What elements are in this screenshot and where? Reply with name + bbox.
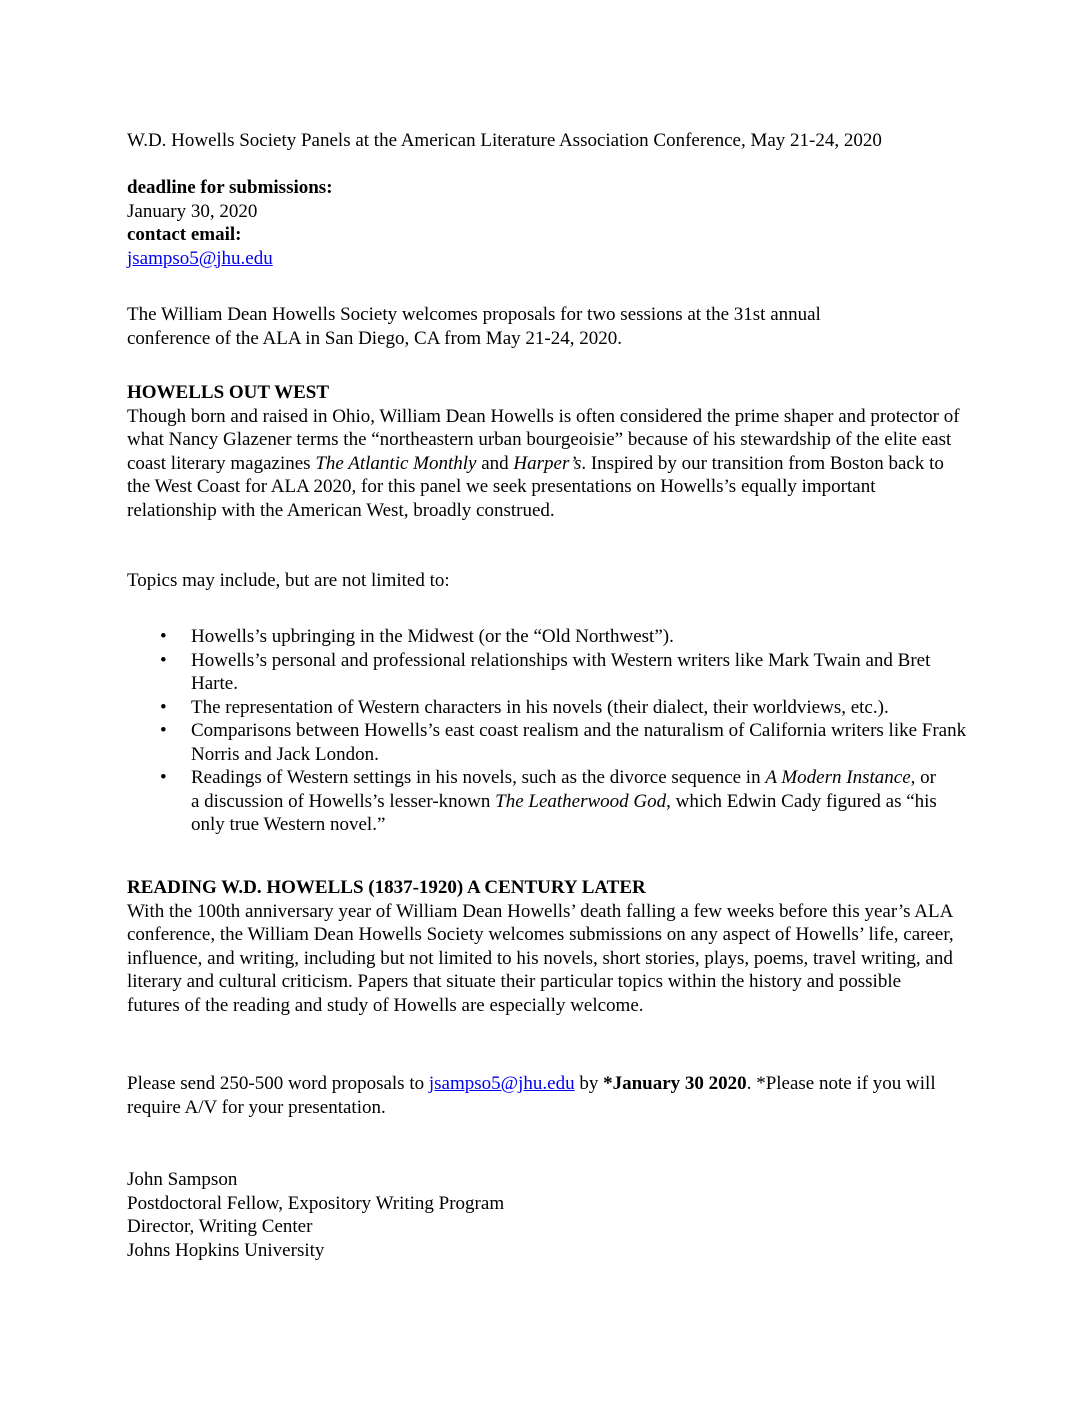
section-century-later [127, 876, 957, 1017]
section1-heading: HOWELLS OUT WEST [127, 382, 330, 403]
closing-paragraph: Please send 250-500 word proposals to jsampso5@jhu.edu by *January 30 2020. *Please note if you will require A/V for your presentation. [127, 1073, 936, 1118]
list-item: • Comparisons between Howells’s east coast realism and the naturalism of California writers like Frank Norris and Jack London. [127, 719, 971, 766]
topics-intro: Topics may include, but are not limited to: [127, 570, 450, 591]
list-item: • Howells’s upbringing in the Midwest (or the “Old Northwest”). [127, 625, 971, 649]
closing-email-link[interactable]: jsampso5@jhu.edu [428, 1073, 575, 1094]
deadline-label: deadline for submissions: [127, 177, 333, 198]
section1-paragraph: Though born and raised in Ohio, William Dean Howells is often considered the prime shaper and protector of what Nancy Glazener terms the “northeastern urban bourgeoisie” because of his stewardship of the elite east coast literary magazines The Atlantic Monthly and Harper’s. Inspired by our transition from Boston back to the West Coast for ALA 2020, for this panel we seek presentations on Howells’s equally important relationship with the American West, broadly construed. [127, 405, 960, 521]
signature-title: Postdoctoral Fellow, Expository Writing Program [127, 1192, 505, 1214]
topics-list [127, 625, 967, 837]
list-item: • Howells’s personal and professional relationships with Western writers like Mark Twain and Bret Harte. [127, 649, 971, 696]
signature-name: John Sampson [127, 1169, 238, 1190]
intro-paragraph: The William Dean Howells Society welcomes proposals for two sessions at the 31st annual conference of the ALA in San Diego, CA from May 21-24, 2020. [127, 304, 821, 349]
list-item: • The representation of Western characters in his novels (their dialect, their worldviews, etc.). [127, 696, 971, 720]
signature-block [127, 1168, 967, 1262]
section2-heading: READING W.D. HOWELLS (1837-1920) A CENTURY LATER [127, 877, 646, 898]
section-howells-out-west [127, 381, 967, 522]
section2-paragraph: With the 100th anniversary year of William Dean Howells’ death falling a few weeks before this year’s ALA conference, the William Dean Howells Society welcomes submissions on any aspect of Howells’ life, career, influence, and writing, including but not limited to his novels, short stories, plays, poems, travel writing, and literary and cultural criticism. Papers that situate their particular topics within the history and possible futures of the reading and study of Howells are especially welcome. [127, 900, 954, 1016]
signature-role: Director, Writing Center [127, 1216, 313, 1237]
document-title: W.D. Howells Society Panels at the American Literature Association Conference, May 21-24, 2020 [127, 130, 882, 151]
contact-label: contact email: [127, 224, 242, 245]
list-item: • Readings of Western settings in his novels, such as the divorce sequence in A Modern Instance, or a discussion of Howells’s lesser-known The Leatherwood God, which Edwin Cady figured as “his only true Western novel.” [127, 766, 941, 837]
deadline-value: January 30, 2020 [127, 200, 258, 222]
meta-block [127, 176, 967, 270]
contact-email-link[interactable]: jsampso5@jhu.edu [127, 247, 273, 269]
signature-institution: Johns Hopkins University [127, 1239, 325, 1261]
